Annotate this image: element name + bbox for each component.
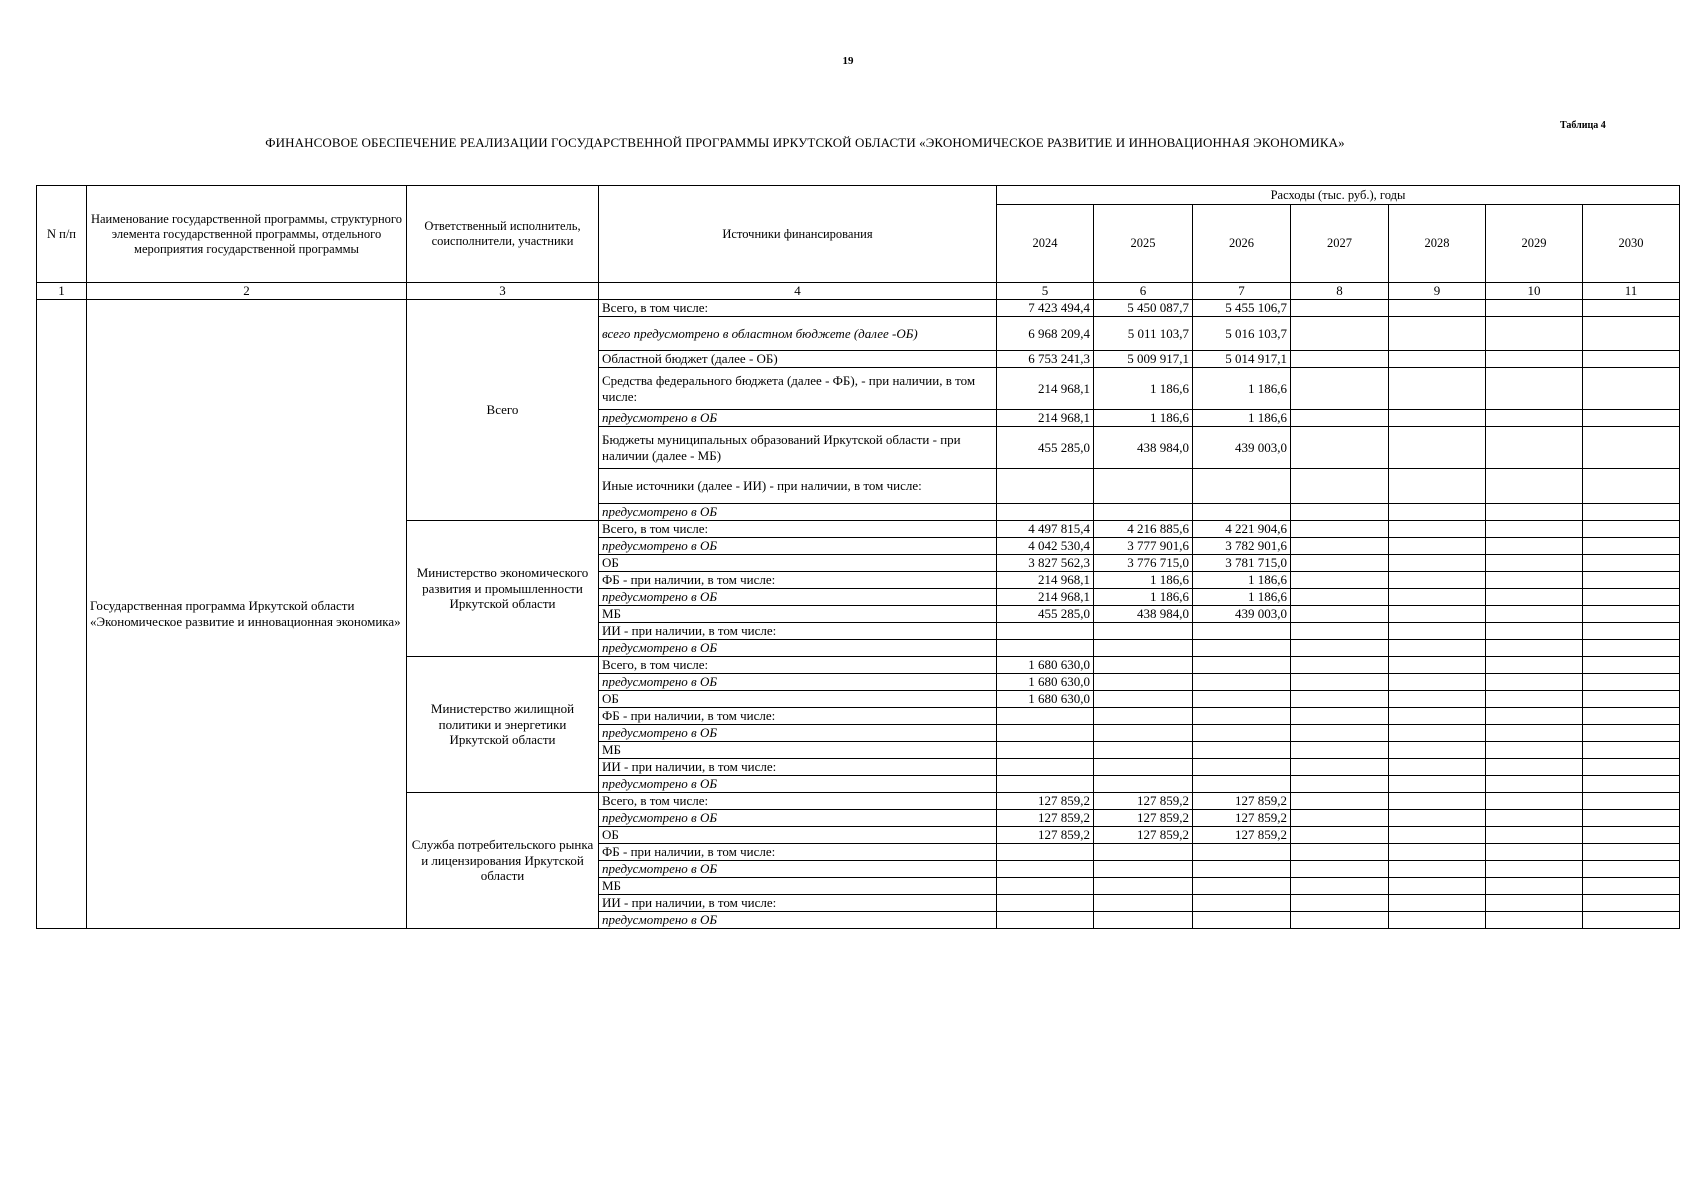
table-label: Таблица 4: [1560, 120, 1606, 131]
expense-value-2027: [1291, 504, 1389, 521]
expense-value-2026: [1193, 742, 1291, 759]
funding-source: предусмотрено в ОБ: [599, 776, 997, 793]
header-year: 2029: [1486, 205, 1583, 283]
expense-value-2030: [1583, 878, 1680, 895]
expense-value-2029: [1486, 589, 1583, 606]
expense-value-2027: [1291, 776, 1389, 793]
expense-value-2027: [1291, 538, 1389, 555]
expense-value-2025: [1094, 912, 1193, 929]
expense-value-2025: [1094, 878, 1193, 895]
expense-value-2028: [1389, 538, 1486, 555]
expense-value-2027: [1291, 793, 1389, 810]
expense-value-2026: 1 186,6: [1193, 410, 1291, 427]
expense-value-2025: 1 186,6: [1094, 410, 1193, 427]
column-number: 11: [1583, 283, 1680, 300]
expense-value-2029: [1486, 623, 1583, 640]
expense-value-2027: [1291, 427, 1389, 469]
expense-value-2026: [1193, 623, 1291, 640]
expense-value-2030: [1583, 368, 1680, 410]
expense-value-2030: [1583, 351, 1680, 368]
expense-value-2024: [997, 844, 1094, 861]
expense-value-2024: [997, 742, 1094, 759]
expense-value-2029: [1486, 521, 1583, 538]
expense-value-2028: [1389, 878, 1486, 895]
expense-value-2027: [1291, 844, 1389, 861]
expense-value-2028: [1389, 351, 1486, 368]
expense-value-2028: [1389, 410, 1486, 427]
expense-value-2024: 1 680 630,0: [997, 657, 1094, 674]
expense-value-2030: [1583, 912, 1680, 929]
funding-source: ОБ: [599, 555, 997, 572]
expense-value-2027: [1291, 691, 1389, 708]
expense-value-2025: [1094, 759, 1193, 776]
expense-value-2029: [1486, 504, 1583, 521]
program-name: Государственная программа Иркутской области «Экономическое развитие и инновационная экономика»: [87, 300, 407, 929]
expense-value-2026: 127 859,2: [1193, 793, 1291, 810]
funding-source: Всего, в том числе:: [599, 657, 997, 674]
expense-value-2025: 1 186,6: [1094, 368, 1193, 410]
expense-value-2029: [1486, 844, 1583, 861]
expense-value-2028: [1389, 640, 1486, 657]
document-title: ФИНАНСОВОЕ ОБЕСПЕЧЕНИЕ РЕАЛИЗАЦИИ ГОСУДАРСТВЕННОЙ ПРОГРАММЫ ИРКУТСКОЙ ОБЛАСТИ «ЭКОНОМИЧЕСКОЕ РАЗВИТИЕ И ИННОВАЦИОННАЯ ЭКОНОМИКА»: [265, 135, 1345, 150]
expense-value-2029: [1486, 410, 1583, 427]
expense-value-2029: [1486, 912, 1583, 929]
expense-value-2026: 5 016 103,7: [1193, 317, 1291, 351]
header-number: N п/п: [37, 186, 87, 283]
expense-value-2024: 214 968,1: [997, 410, 1094, 427]
expense-value-2028: [1389, 589, 1486, 606]
expense-value-2030: [1583, 606, 1680, 623]
expense-value-2027: [1291, 606, 1389, 623]
expense-value-2029: [1486, 469, 1583, 504]
expense-value-2030: [1583, 427, 1680, 469]
expense-value-2026: [1193, 759, 1291, 776]
expense-value-2025: [1094, 725, 1193, 742]
expense-value-2027: [1291, 572, 1389, 589]
expense-value-2028: [1389, 810, 1486, 827]
expense-value-2030: [1583, 640, 1680, 657]
expense-value-2030: [1583, 504, 1680, 521]
expense-value-2029: [1486, 538, 1583, 555]
expense-value-2027: [1291, 300, 1389, 317]
funding-source: Всего, в том числе:: [599, 521, 997, 538]
expense-value-2026: [1193, 469, 1291, 504]
expense-value-2025: [1094, 657, 1193, 674]
expense-value-2028: [1389, 708, 1486, 725]
expense-value-2030: [1583, 827, 1680, 844]
table-row: [37, 300, 1680, 317]
expense-value-2030: [1583, 691, 1680, 708]
expense-value-2025: 5 009 917,1: [1094, 351, 1193, 368]
expense-value-2026: [1193, 912, 1291, 929]
expense-value-2027: [1291, 368, 1389, 410]
expense-value-2030: [1583, 725, 1680, 742]
expense-value-2029: [1486, 640, 1583, 657]
expense-value-2028: [1389, 300, 1486, 317]
header-executor: Ответственный исполнитель, соисполнители, участники: [407, 186, 599, 283]
expense-value-2025: 1 186,6: [1094, 589, 1193, 606]
executor-name: Министерство экономического развития и промышленности Иркутской области: [407, 521, 599, 657]
header-funding-sources: Источники финансирования: [599, 186, 997, 283]
expense-value-2025: [1094, 623, 1193, 640]
funding-source: МБ: [599, 606, 997, 623]
expense-value-2029: [1486, 827, 1583, 844]
executor-name: Всего: [407, 300, 599, 521]
header-year: 2027: [1291, 205, 1389, 283]
funding-source: Иные источники (далее - ИИ) - при наличии, в том числе:: [599, 469, 997, 504]
expense-value-2025: 3 777 901,6: [1094, 538, 1193, 555]
financing-table: [36, 185, 1680, 929]
expense-value-2025: [1094, 895, 1193, 912]
expense-value-2024: [997, 640, 1094, 657]
funding-source: МБ: [599, 742, 997, 759]
expense-value-2028: [1389, 521, 1486, 538]
header-year: 2026: [1193, 205, 1291, 283]
expense-value-2028: [1389, 827, 1486, 844]
expense-value-2026: 1 186,6: [1193, 368, 1291, 410]
header-expenses: Расходы (тыс. руб.), годы: [997, 186, 1680, 205]
expense-value-2028: [1389, 572, 1486, 589]
column-number: 10: [1486, 283, 1583, 300]
expense-value-2024: [997, 895, 1094, 912]
expense-value-2025: 127 859,2: [1094, 827, 1193, 844]
expense-value-2030: [1583, 742, 1680, 759]
expense-value-2029: [1486, 776, 1583, 793]
expense-value-2025: 127 859,2: [1094, 793, 1193, 810]
expense-value-2026: [1193, 895, 1291, 912]
column-number: 8: [1291, 283, 1389, 300]
expense-value-2029: [1486, 606, 1583, 623]
funding-source: ФБ - при наличии, в том числе:: [599, 844, 997, 861]
expense-value-2030: [1583, 810, 1680, 827]
expense-value-2028: [1389, 912, 1486, 929]
expense-value-2027: [1291, 469, 1389, 504]
expense-value-2030: [1583, 623, 1680, 640]
expense-value-2024: 127 859,2: [997, 827, 1094, 844]
expense-value-2024: 6 968 209,4: [997, 317, 1094, 351]
funding-source: МБ: [599, 878, 997, 895]
expense-value-2025: [1094, 504, 1193, 521]
expense-value-2028: [1389, 427, 1486, 469]
expense-value-2024: 1 680 630,0: [997, 691, 1094, 708]
funding-source: предусмотрено в ОБ: [599, 589, 997, 606]
expense-value-2030: [1583, 759, 1680, 776]
expense-value-2027: [1291, 521, 1389, 538]
column-number: 1: [37, 283, 87, 300]
funding-source: предусмотрено в ОБ: [599, 912, 997, 929]
expense-value-2024: [997, 708, 1094, 725]
expense-value-2030: [1583, 895, 1680, 912]
expense-value-2026: 1 186,6: [1193, 589, 1291, 606]
expense-value-2024: [997, 504, 1094, 521]
column-number: 5: [997, 283, 1094, 300]
header-year: 2025: [1094, 205, 1193, 283]
expense-value-2026: 5 455 106,7: [1193, 300, 1291, 317]
expense-value-2028: [1389, 555, 1486, 572]
expense-value-2024: 3 827 562,3: [997, 555, 1094, 572]
expense-value-2026: [1193, 674, 1291, 691]
expense-value-2030: [1583, 776, 1680, 793]
funding-source: ОБ: [599, 827, 997, 844]
expense-value-2030: [1583, 674, 1680, 691]
header-program-name: Наименование государственной программы, структурного элемента государственной программы, отдельного мероприятия государственной программы: [87, 186, 407, 283]
expense-value-2030: [1583, 555, 1680, 572]
expense-value-2027: [1291, 674, 1389, 691]
expense-value-2026: [1193, 708, 1291, 725]
funding-source: ОБ: [599, 691, 997, 708]
expense-value-2026: 1 186,6: [1193, 572, 1291, 589]
funding-source: предусмотрено в ОБ: [599, 410, 997, 427]
expense-value-2028: [1389, 776, 1486, 793]
expense-value-2025: [1094, 469, 1193, 504]
column-number: 6: [1094, 283, 1193, 300]
expense-value-2028: [1389, 504, 1486, 521]
expense-value-2028: [1389, 759, 1486, 776]
expense-value-2028: [1389, 606, 1486, 623]
funding-source: предусмотрено в ОБ: [599, 504, 997, 521]
expense-value-2030: [1583, 538, 1680, 555]
expense-value-2026: [1193, 640, 1291, 657]
expense-value-2024: [997, 878, 1094, 895]
funding-source: Всего, в том числе:: [599, 300, 997, 317]
column-number: 3: [407, 283, 599, 300]
expense-value-2026: 439 003,0: [1193, 606, 1291, 623]
funding-source: ИИ - при наличии, в том числе:: [599, 623, 997, 640]
expense-value-2028: [1389, 317, 1486, 351]
expense-value-2030: [1583, 521, 1680, 538]
expense-value-2027: [1291, 725, 1389, 742]
expense-value-2030: [1583, 589, 1680, 606]
funding-source: Бюджеты муниципальных образований Иркутской области - при наличии (далее - МБ): [599, 427, 997, 469]
expense-value-2027: [1291, 810, 1389, 827]
expense-value-2027: [1291, 589, 1389, 606]
expense-value-2024: [997, 759, 1094, 776]
expense-value-2027: [1291, 657, 1389, 674]
executor-name: Служба потребительского рынка и лицензирования Иркутской области: [407, 793, 599, 929]
expense-value-2028: [1389, 895, 1486, 912]
funding-source: Областной бюджет (далее - ОБ): [599, 351, 997, 368]
expense-value-2029: [1486, 572, 1583, 589]
expense-value-2024: [997, 469, 1094, 504]
expense-value-2026: [1193, 861, 1291, 878]
funding-source: Всего, в том числе:: [599, 793, 997, 810]
expense-value-2030: [1583, 469, 1680, 504]
header-year: 2024: [997, 205, 1094, 283]
expense-value-2025: 5 450 087,7: [1094, 300, 1193, 317]
expense-value-2028: [1389, 368, 1486, 410]
expense-value-2025: 3 776 715,0: [1094, 555, 1193, 572]
expense-value-2029: [1486, 300, 1583, 317]
expense-value-2024: [997, 912, 1094, 929]
expense-value-2026: 127 859,2: [1193, 810, 1291, 827]
expense-value-2024: [997, 623, 1094, 640]
expense-value-2029: [1486, 317, 1583, 351]
expense-value-2024: 7 423 494,4: [997, 300, 1094, 317]
expense-value-2024: 4 042 530,4: [997, 538, 1094, 555]
expense-value-2024: 214 968,1: [997, 368, 1094, 410]
column-number: 7: [1193, 283, 1291, 300]
expense-value-2029: [1486, 759, 1583, 776]
expense-value-2027: [1291, 410, 1389, 427]
expense-value-2027: [1291, 912, 1389, 929]
expense-value-2029: [1486, 895, 1583, 912]
expense-value-2030: [1583, 793, 1680, 810]
expense-value-2030: [1583, 657, 1680, 674]
expense-value-2030: [1583, 844, 1680, 861]
funding-source: предусмотрено в ОБ: [599, 640, 997, 657]
expense-value-2027: [1291, 555, 1389, 572]
expense-value-2024: 6 753 241,3: [997, 351, 1094, 368]
expense-value-2027: [1291, 640, 1389, 657]
column-number: 9: [1389, 283, 1486, 300]
expense-value-2029: [1486, 427, 1583, 469]
expense-value-2025: [1094, 742, 1193, 759]
expense-value-2026: [1193, 657, 1291, 674]
expense-value-2029: [1486, 657, 1583, 674]
funding-source: предусмотрено в ОБ: [599, 810, 997, 827]
expense-value-2030: [1583, 708, 1680, 725]
expense-value-2024: [997, 776, 1094, 793]
expense-value-2029: [1486, 725, 1583, 742]
funding-source: Средства федерального бюджета (далее - ФБ), - при наличии, в том числе:: [599, 368, 997, 410]
expense-value-2025: [1094, 776, 1193, 793]
expense-value-2024: 455 285,0: [997, 427, 1094, 469]
expense-value-2025: [1094, 861, 1193, 878]
expense-value-2025: 438 984,0: [1094, 427, 1193, 469]
expense-value-2025: [1094, 640, 1193, 657]
expense-value-2026: [1193, 776, 1291, 793]
expense-value-2030: [1583, 300, 1680, 317]
expense-value-2025: [1094, 674, 1193, 691]
expense-value-2025: [1094, 844, 1193, 861]
expense-value-2026: 4 221 904,6: [1193, 521, 1291, 538]
expense-value-2028: [1389, 725, 1486, 742]
expense-value-2025: [1094, 691, 1193, 708]
expense-value-2027: [1291, 895, 1389, 912]
expense-value-2027: [1291, 827, 1389, 844]
expense-value-2026: 3 782 901,6: [1193, 538, 1291, 555]
expense-value-2028: [1389, 657, 1486, 674]
expense-value-2025: 1 186,6: [1094, 572, 1193, 589]
expense-value-2028: [1389, 469, 1486, 504]
expense-value-2029: [1486, 674, 1583, 691]
funding-source: ИИ - при наличии, в том числе:: [599, 759, 997, 776]
expense-value-2029: [1486, 810, 1583, 827]
expense-value-2025: 438 984,0: [1094, 606, 1193, 623]
expense-value-2027: [1291, 742, 1389, 759]
funding-source: предусмотрено в ОБ: [599, 861, 997, 878]
expense-value-2027: [1291, 861, 1389, 878]
expense-value-2026: 5 014 917,1: [1193, 351, 1291, 368]
expense-value-2027: [1291, 878, 1389, 895]
expense-value-2030: [1583, 861, 1680, 878]
funding-source: ИИ - при наличии, в том числе:: [599, 895, 997, 912]
expense-value-2029: [1486, 861, 1583, 878]
funding-source: предусмотрено в ОБ: [599, 674, 997, 691]
expense-value-2026: [1193, 878, 1291, 895]
funding-source: предусмотрено в ОБ: [599, 725, 997, 742]
expense-value-2028: [1389, 742, 1486, 759]
expense-value-2026: [1193, 725, 1291, 742]
expense-value-2029: [1486, 793, 1583, 810]
funding-source: предусмотрено в ОБ: [599, 538, 997, 555]
expense-value-2028: [1389, 623, 1486, 640]
expense-value-2024: 4 497 815,4: [997, 521, 1094, 538]
expense-value-2024: 127 859,2: [997, 810, 1094, 827]
expense-value-2025: 5 011 103,7: [1094, 317, 1193, 351]
expense-value-2024: [997, 725, 1094, 742]
expense-value-2027: [1291, 351, 1389, 368]
expense-value-2024: [997, 861, 1094, 878]
expense-value-2028: [1389, 674, 1486, 691]
expense-value-2026: [1193, 504, 1291, 521]
expense-value-2028: [1389, 844, 1486, 861]
expense-value-2029: [1486, 368, 1583, 410]
expense-value-2025: [1094, 708, 1193, 725]
expense-value-2029: [1486, 878, 1583, 895]
expense-value-2027: [1291, 708, 1389, 725]
funding-source: ФБ - при наличии, в том числе:: [599, 708, 997, 725]
header-year: 2028: [1389, 205, 1486, 283]
column-number: 4: [599, 283, 997, 300]
expense-value-2026: 3 781 715,0: [1193, 555, 1291, 572]
executor-name: Министерство жилищной политики и энергетики Иркутской области: [407, 657, 599, 793]
funding-source: ФБ - при наличии, в том числе:: [599, 572, 997, 589]
expense-value-2026: 439 003,0: [1193, 427, 1291, 469]
expense-value-2029: [1486, 742, 1583, 759]
expense-value-2029: [1486, 555, 1583, 572]
expense-value-2027: [1291, 317, 1389, 351]
header-year: 2030: [1583, 205, 1680, 283]
expense-value-2024: 127 859,2: [997, 793, 1094, 810]
expense-value-2024: 214 968,1: [997, 572, 1094, 589]
expense-value-2026: [1193, 691, 1291, 708]
expense-value-2024: 214 968,1: [997, 589, 1094, 606]
expense-value-2024: 1 680 630,0: [997, 674, 1094, 691]
expense-value-2028: [1389, 861, 1486, 878]
expense-value-2028: [1389, 691, 1486, 708]
expense-value-2027: [1291, 623, 1389, 640]
expense-value-2029: [1486, 708, 1583, 725]
funding-source: всего предусмотрено в областном бюджете (далее -ОБ): [599, 317, 997, 351]
expense-value-2025: 4 216 885,6: [1094, 521, 1193, 538]
column-number: 2: [87, 283, 407, 300]
expense-value-2024: 455 285,0: [997, 606, 1094, 623]
expense-value-2029: [1486, 351, 1583, 368]
expense-value-2026: [1193, 844, 1291, 861]
expense-value-2030: [1583, 572, 1680, 589]
expense-value-2025: 127 859,2: [1094, 810, 1193, 827]
expense-value-2029: [1486, 691, 1583, 708]
expense-value-2030: [1583, 317, 1680, 351]
expense-value-2026: 127 859,2: [1193, 827, 1291, 844]
page-number: 19: [842, 55, 854, 67]
expense-value-2030: [1583, 410, 1680, 427]
expense-value-2028: [1389, 793, 1486, 810]
row-number-cell: [37, 300, 87, 929]
expense-value-2027: [1291, 759, 1389, 776]
